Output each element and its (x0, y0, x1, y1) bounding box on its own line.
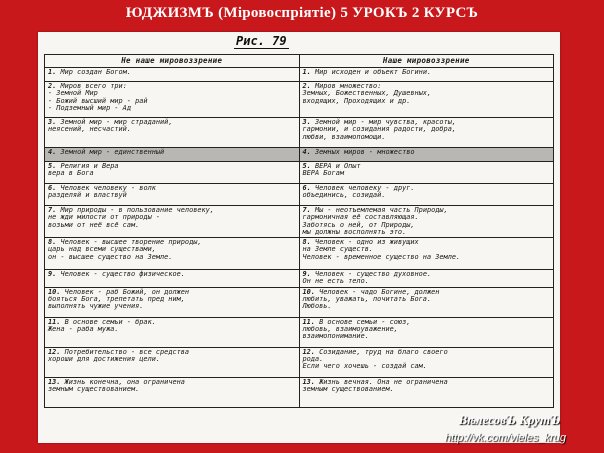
cell-text: Миров множество: Земных, Божественных, Душевных, входящих, Проходящих и др. (302, 82, 432, 105)
cell-text: Человек - чадо Богине, должен любить, уважать, почитать Бога. Любовь. (302, 287, 440, 311)
page-title: ЮДЖИЗМЪ (Міровоспріятіе) 5 УРОКЪ 2 КУРСЪ (125, 5, 479, 21)
table-row (45, 82, 554, 118)
cell-not-ours (45, 82, 300, 118)
cell-not-ours (45, 377, 300, 407)
row-number: 9. (48, 270, 57, 279)
row-number: 8. (48, 238, 57, 247)
handwritten-sheet (38, 32, 560, 443)
cell-text: Мир создан Богом. (60, 68, 131, 76)
cell-text: Потребительство - все средства хороши для достижения цели. (48, 347, 190, 364)
table-row (45, 287, 554, 317)
cell-text: Человек - существо физическое. (60, 270, 185, 279)
row-number: 6. (48, 184, 57, 192)
row-number: 13. (302, 377, 315, 386)
cell-ours (299, 347, 554, 377)
cell-text: ВЕРА и Опыт ВЕРА Богам (302, 162, 361, 178)
cell-text: Религия и Вера вера в Бога (48, 162, 119, 178)
row-number: 11. (302, 317, 315, 326)
table-row (45, 270, 554, 288)
cell-not-ours (45, 184, 300, 206)
cell-text: Земной мир - единственный (60, 148, 165, 156)
cell-text: Мы - неотъемлемая часть Природы, гармоничная её составляющая. Заботясь о ней, от Природы, мы должны восполнять это. (302, 206, 448, 236)
cell-text: Земной мир - мир чувства, красоты, гармонии, и созидания радости, добра, любви, взаимопомощи. (302, 118, 457, 141)
cell-ours (299, 206, 554, 238)
cell-text: Человек человеку - друг. объединись, созидай. (302, 184, 415, 200)
row-number: 3. (48, 118, 57, 126)
row-number: 3. (302, 118, 311, 126)
table-row (45, 184, 554, 206)
cell-text: Человек - одно из живущих на Земле существ. Человек - временное существо на Земле. (302, 238, 461, 261)
table-row (45, 377, 554, 407)
cell-not-ours (45, 68, 300, 82)
table-row (45, 118, 554, 148)
figure-label: Рис. 79 (236, 34, 287, 48)
cell-ours (299, 377, 554, 407)
row-number: 5. (302, 162, 311, 170)
cell-ours (299, 287, 554, 317)
cell-ours (299, 317, 554, 347)
cell-ours (299, 118, 554, 148)
cell-text: Земной мир - мир страданий, неясений, несчастий. (48, 118, 173, 134)
cell-text: Человек - существо духовное. Он не есть тело. (302, 270, 432, 286)
cell-text: Человек - раб Божий, он должен бояться Бога, трепетать пред ним, выполнять чужие учения. (48, 287, 190, 311)
cell-text: Созидание, труд на благо своего рода. Если чего хочешь - создай сам. (302, 347, 448, 371)
cell-text: Человек - высшее творение природы, царь над всеми существами, он - высшее существо на Земле. (48, 238, 202, 261)
cell-text: Мир исходен и объект Богини. (314, 68, 432, 76)
table-row (45, 238, 554, 270)
cell-ours (299, 68, 554, 82)
table-row (45, 162, 554, 184)
cell-text: Миров всего три: - Земной Мир - Божий высший мир - рай - Подземный мир - Ад (48, 82, 148, 112)
row-number: 5. (48, 162, 57, 170)
cell-text: Человек человеку - волк разделяй и властвуй (48, 184, 156, 200)
worldview-comparison-table (44, 54, 554, 408)
row-number: 8. (302, 238, 311, 247)
row-number: 10. (302, 287, 315, 296)
row-number: 7. (48, 206, 57, 214)
watermark-brand: ВѣлесовЪ КрутЪ (458, 412, 560, 427)
row-number: 1. (302, 68, 311, 76)
cell-not-ours (45, 238, 300, 270)
row-number: 12. (48, 347, 61, 356)
cell-ours (299, 184, 554, 206)
column-header-not-ours: Не наше мировоззрение (45, 55, 300, 68)
cell-ours (299, 270, 554, 288)
row-number: 6. (302, 184, 311, 192)
cell-text: Мир природы - в пользование человеку, не жди милости от природы - возьми от неё всё сам. (48, 206, 214, 229)
row-number: 7. (302, 206, 311, 214)
table-row (45, 206, 554, 238)
cell-not-ours (45, 287, 300, 317)
cell-ours (299, 238, 554, 270)
cell-not-ours (45, 162, 300, 184)
table-row (45, 148, 554, 162)
cell-text: Жизнь конечна, она ограничена земным существованием. (48, 377, 185, 394)
cell-text: Жизнь вечная. Она не ограничена земным существованием. (302, 377, 448, 394)
cell-not-ours (45, 148, 300, 162)
cell-text: В основе семьи - союз, любовь, взаимоуважение, взаимопонимание. (302, 317, 411, 341)
cell-text: Земных миров - множество (314, 148, 415, 156)
row-number: 13. (48, 377, 61, 386)
row-number: 4. (48, 148, 57, 156)
row-number: 4. (302, 148, 311, 156)
cell-ours (299, 82, 554, 118)
table-row (45, 68, 554, 82)
cell-ours (299, 162, 554, 184)
row-number: 2. (48, 82, 57, 90)
column-header-ours: Наше мировоззрение (299, 55, 554, 68)
table-body (45, 68, 554, 408)
row-number: 10. (48, 287, 61, 296)
row-number: 9. (302, 270, 311, 279)
row-number: 2. (302, 82, 311, 90)
cell-not-ours (45, 347, 300, 377)
watermark-url: http://vk.com/vieles_krug (444, 432, 566, 444)
table-row (45, 317, 554, 347)
row-number: 12. (302, 347, 315, 356)
table-header-row (45, 55, 554, 68)
cell-not-ours (45, 206, 300, 238)
table-row (45, 347, 554, 377)
cell-not-ours (45, 270, 300, 288)
cell-text: В основе семьи - брак. Жена - раба мужа. (48, 317, 156, 334)
cell-not-ours (45, 317, 300, 347)
cell-ours (299, 148, 554, 162)
cell-not-ours (45, 118, 300, 148)
row-number: 11. (48, 317, 61, 326)
row-number: 1. (48, 68, 57, 76)
